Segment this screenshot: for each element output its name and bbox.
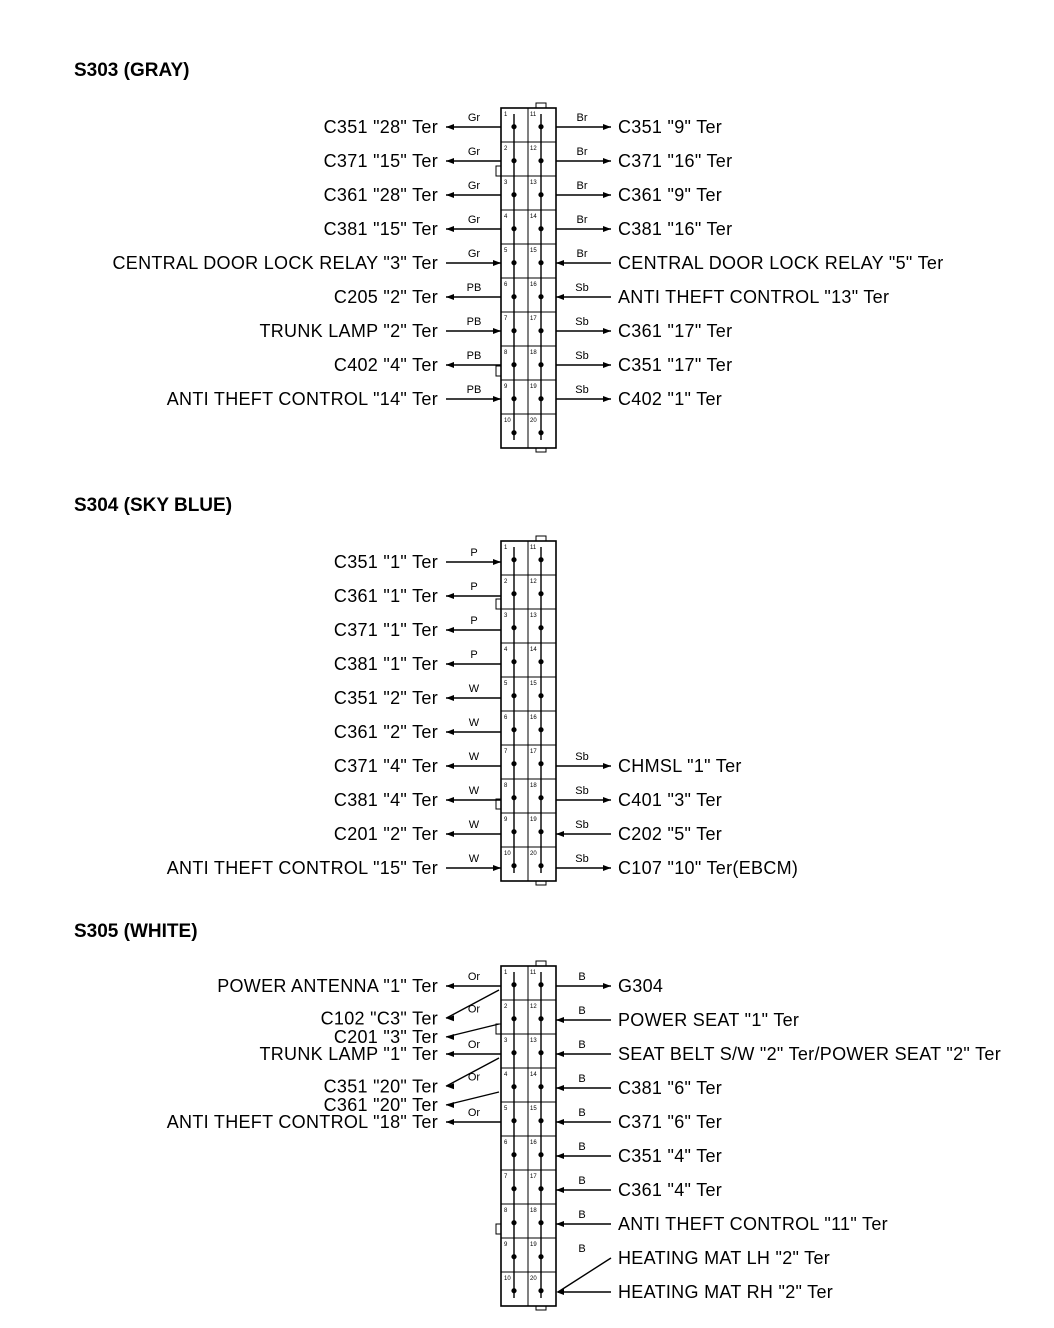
wire-color-code: Br bbox=[576, 180, 588, 192]
wire-color-code: Gr bbox=[467, 112, 481, 124]
arrow-head bbox=[446, 797, 454, 803]
wire-destination-label: C361 "20" Ter bbox=[323, 1095, 438, 1115]
pin-number: 2 bbox=[504, 579, 508, 585]
right-wire bbox=[556, 248, 944, 273]
wire-destination-label: ANTI THEFT CONTROL "18" Ter bbox=[166, 1112, 438, 1132]
right-wire bbox=[556, 1141, 722, 1166]
pin-number: 15 bbox=[530, 1106, 537, 1112]
connector-title: S304 (SKY BLUE) bbox=[74, 495, 233, 516]
wire-color-code: Sb bbox=[575, 853, 589, 865]
pin-number: 20 bbox=[530, 851, 537, 857]
wire-destination-label: ANTI THEFT CONTROL "15" Ter bbox=[166, 858, 438, 878]
left-wire bbox=[324, 180, 501, 205]
pin-number: 8 bbox=[504, 1208, 508, 1214]
wire-destination-label: C381 "6" Ter bbox=[618, 1078, 723, 1098]
arrow-head bbox=[446, 158, 454, 164]
right-wire bbox=[556, 1005, 799, 1030]
wire-destination-label: C381 "1" Ter bbox=[333, 654, 438, 674]
wire-color-code: Sb bbox=[575, 819, 589, 831]
arrow-head bbox=[493, 260, 501, 266]
pin-number: 1 bbox=[504, 545, 508, 551]
arrow-head bbox=[556, 260, 564, 266]
pin-number: 7 bbox=[504, 1174, 508, 1180]
pin-number: 5 bbox=[504, 248, 508, 254]
wire-destination-label: C371 "16" Ter bbox=[618, 151, 733, 171]
connector-title: S303 (GRAY) bbox=[74, 60, 190, 81]
wire-destination-label: C361 "28" Ter bbox=[323, 185, 438, 205]
left-wire bbox=[334, 717, 501, 742]
wire-destination-label: C361 "17" Ter bbox=[618, 321, 733, 341]
wire-destination-label: C107 "10" Ter(EBCM) bbox=[618, 858, 799, 878]
pin-number: 9 bbox=[504, 384, 508, 390]
right-wire bbox=[556, 853, 798, 878]
wire-color-code: Gr bbox=[467, 248, 481, 260]
connector-s305 bbox=[74, 921, 1001, 1310]
wire-destination-label: C371 "15" Ter bbox=[323, 151, 438, 171]
right-wire bbox=[556, 1073, 722, 1098]
pin-number: 9 bbox=[504, 817, 508, 823]
connector-title: S305 (WHITE) bbox=[74, 921, 198, 942]
wire-color-code: B bbox=[578, 1243, 586, 1255]
wire-color-code: B bbox=[578, 1141, 586, 1153]
pin-number: 6 bbox=[504, 715, 508, 721]
wire-color-code: W bbox=[468, 683, 480, 695]
wire-destination-label: POWER SEAT "1" Ter bbox=[618, 1010, 800, 1030]
pin-number: 17 bbox=[530, 1174, 537, 1180]
left-wire bbox=[334, 615, 501, 640]
wire-color-code: P bbox=[470, 649, 478, 661]
wire-color-code: Or bbox=[467, 1071, 481, 1084]
pin-number: 3 bbox=[504, 1038, 508, 1044]
left-wire bbox=[217, 971, 501, 996]
arrow-head bbox=[446, 124, 454, 130]
arrow-head bbox=[603, 865, 611, 871]
wire-color-code: Or bbox=[467, 1107, 481, 1119]
arrow-head bbox=[556, 294, 564, 300]
wire-color-code: Sb bbox=[575, 316, 589, 328]
wire-color-code: W bbox=[468, 751, 480, 763]
wire-color-code: PB bbox=[466, 384, 482, 396]
wire-destination-label: C401 "3" Ter bbox=[618, 790, 723, 810]
pin-number: 4 bbox=[504, 1072, 508, 1078]
right-wire bbox=[556, 350, 732, 375]
wire-color-code: P bbox=[470, 615, 478, 627]
wire-color-code: Or bbox=[467, 971, 481, 983]
arrow-head bbox=[603, 396, 611, 402]
pin-number: 8 bbox=[504, 350, 508, 356]
wire-destination-label: C351 "1" Ter bbox=[333, 552, 438, 572]
wire-color-code: W bbox=[468, 717, 480, 729]
arrow-head bbox=[556, 831, 564, 837]
wire-color-code: Sb bbox=[575, 751, 589, 763]
pin-number: 3 bbox=[504, 180, 508, 186]
wire-destination-label: C381 "16" Ter bbox=[618, 219, 733, 239]
wire-destination-label: ANTI THEFT CONTROL "11" Ter bbox=[618, 1214, 888, 1234]
wire-color-code: Gr bbox=[467, 146, 481, 158]
right-wire bbox=[556, 1209, 888, 1234]
arrow-head bbox=[446, 627, 454, 633]
wire-destination-label: C351 "2" Ter bbox=[333, 688, 438, 708]
wire-color-code: B bbox=[578, 1005, 586, 1017]
left-wire bbox=[324, 112, 501, 137]
left-wire bbox=[334, 751, 501, 776]
left-wire bbox=[334, 547, 501, 572]
left-wire bbox=[334, 350, 501, 375]
wire-color-code: Sb bbox=[575, 785, 589, 797]
right-wire bbox=[556, 971, 663, 996]
pin-number: 15 bbox=[530, 248, 537, 254]
wire-line bbox=[558, 1258, 611, 1292]
pin-number: 5 bbox=[504, 681, 508, 687]
arrow-head bbox=[603, 328, 611, 334]
pin-number: 10 bbox=[504, 418, 511, 424]
wire-color-code: B bbox=[578, 1039, 586, 1051]
pin-number: 11 bbox=[530, 545, 537, 551]
wire-destination-label: C371 "6" Ter bbox=[618, 1112, 723, 1132]
pin-number: 13 bbox=[530, 1038, 537, 1044]
arrow-head bbox=[446, 1119, 454, 1125]
wire-color-code: B bbox=[578, 1209, 586, 1221]
pin-number: 9 bbox=[504, 1242, 508, 1248]
left-wire bbox=[167, 384, 501, 409]
pin-number: 11 bbox=[530, 112, 537, 118]
arrow-head bbox=[446, 763, 454, 769]
pin-number: 10 bbox=[504, 851, 511, 857]
wire-destination-label: CENTRAL DOOR LOCK RELAY "5" Ter bbox=[618, 253, 944, 273]
wire-destination-label: HEATING MAT RH "2" Ter bbox=[618, 1282, 834, 1302]
wire-color-code: Br bbox=[576, 214, 588, 226]
wire-color-code: B bbox=[578, 1107, 586, 1119]
right-wire bbox=[556, 316, 732, 341]
wire-destination-label: C371 "4" Ter bbox=[333, 756, 438, 776]
left-wire bbox=[334, 819, 501, 844]
arrow-head bbox=[446, 192, 454, 198]
left-wire bbox=[334, 785, 501, 810]
wire-destination-label: TRUNK LAMP "1" Ter bbox=[259, 1044, 438, 1064]
arrow-head bbox=[446, 729, 454, 735]
pin-number: 16 bbox=[530, 715, 537, 721]
right-wire bbox=[556, 1039, 1001, 1064]
pin-number: 14 bbox=[530, 647, 537, 653]
arrow-head bbox=[603, 192, 611, 198]
wire-destination-label: C201 "2" Ter bbox=[333, 824, 438, 844]
left-wire bbox=[334, 581, 501, 606]
pin-number: 8 bbox=[504, 783, 508, 789]
wire-destination-label: C205 "2" Ter bbox=[333, 287, 438, 307]
wire-color-code: Or bbox=[467, 1003, 481, 1016]
pin-number: 4 bbox=[504, 647, 508, 653]
arrow-head bbox=[556, 1017, 564, 1023]
pin-number: 7 bbox=[504, 316, 508, 322]
right-wire bbox=[556, 214, 732, 239]
pin-number: 20 bbox=[530, 1276, 537, 1282]
wire-destination-label: C351 "17" Ter bbox=[618, 355, 733, 375]
right-wire bbox=[556, 819, 722, 844]
pin-number: 7 bbox=[504, 749, 508, 755]
arrow-head bbox=[446, 1051, 454, 1057]
connector-s304 bbox=[74, 495, 798, 885]
pin-number: 11 bbox=[530, 970, 537, 976]
wire-destination-label: C351 "20" Ter bbox=[323, 1076, 438, 1097]
arrow-head bbox=[556, 1085, 564, 1091]
wire-destination-label: C202 "5" Ter bbox=[618, 824, 723, 844]
wire-destination-label: C371 "1" Ter bbox=[333, 620, 438, 640]
pin-number: 19 bbox=[530, 1242, 537, 1248]
wire-color-code: B bbox=[578, 1175, 586, 1187]
wire-destination-label: TRUNK LAMP "2" Ter bbox=[259, 321, 438, 341]
right-wire bbox=[556, 1282, 833, 1302]
pin-number: 16 bbox=[530, 282, 537, 288]
arrow-head bbox=[493, 328, 501, 334]
wire-color-code: B bbox=[578, 1073, 586, 1085]
pin-number: 19 bbox=[530, 817, 537, 823]
wire-destination-label: ANTI THEFT CONTROL "14" Ter bbox=[166, 389, 438, 409]
wire-color-code: Br bbox=[576, 146, 588, 158]
right-wire bbox=[556, 112, 722, 137]
pin-number: 12 bbox=[530, 1004, 537, 1010]
arrow-head bbox=[446, 362, 454, 368]
arrow-head bbox=[556, 1153, 564, 1159]
arrow-head bbox=[556, 1187, 564, 1193]
right-wire bbox=[556, 282, 889, 307]
wire-color-code: B bbox=[578, 971, 586, 983]
arrow-head bbox=[556, 1051, 564, 1057]
wire-destination-label: SEAT BELT S/W "2" Ter/POWER SEAT "2" Ter bbox=[618, 1044, 1002, 1064]
arrow-head bbox=[446, 983, 454, 989]
arrow-head bbox=[556, 1221, 564, 1227]
wire-color-code: Sb bbox=[575, 384, 589, 396]
pin-number: 19 bbox=[530, 384, 537, 390]
pin-number: 18 bbox=[530, 783, 537, 789]
pin-number: 2 bbox=[504, 146, 508, 152]
wire-destination-label: HEATING MAT LH "2" Ter bbox=[618, 1248, 831, 1268]
pin-number: 18 bbox=[530, 350, 537, 356]
arrow-head bbox=[446, 831, 454, 837]
pin-number: 2 bbox=[504, 1004, 508, 1010]
right-wire bbox=[556, 146, 732, 171]
right-wire bbox=[556, 1107, 722, 1132]
pin-number: 18 bbox=[530, 1208, 537, 1214]
wire-color-code: P bbox=[470, 581, 478, 593]
pin-number: 17 bbox=[530, 316, 537, 322]
wire-destination-label: C201 "3" Ter bbox=[333, 1027, 438, 1047]
arrow-head bbox=[446, 226, 454, 232]
wire-destination-label: C402 "1" Ter bbox=[618, 389, 723, 409]
pin-number: 14 bbox=[530, 1072, 537, 1078]
right-wire bbox=[556, 1175, 722, 1200]
wire-color-code: PB bbox=[466, 282, 482, 294]
arrow-head bbox=[493, 559, 501, 565]
left-wire bbox=[112, 248, 501, 273]
wire-destination-label: C351 "4" Ter bbox=[618, 1146, 723, 1166]
wire-color-code: Br bbox=[576, 248, 588, 260]
wire-color-code: Sb bbox=[575, 350, 589, 362]
wire-destination-label: C381 "4" Ter bbox=[333, 790, 438, 810]
arrow-head bbox=[446, 1034, 454, 1040]
wire-destination-label: C102 "C3" Ter bbox=[320, 1008, 438, 1029]
pin-number: 17 bbox=[530, 749, 537, 755]
pin-number: 12 bbox=[530, 579, 537, 585]
arrow-head bbox=[493, 865, 501, 871]
pin-number: 1 bbox=[504, 112, 508, 118]
wire-destination-label: C361 "2" Ter bbox=[333, 722, 438, 742]
wire-destination-label: C351 "28" Ter bbox=[323, 117, 438, 137]
arrow-head bbox=[603, 124, 611, 130]
wire-destination-label: G304 bbox=[618, 976, 664, 996]
pin-number: 1 bbox=[504, 970, 508, 976]
wire-destination-label: C361 "1" Ter bbox=[333, 586, 438, 606]
wire-destination-label: C381 "15" Ter bbox=[323, 219, 438, 239]
wire-color-code: W bbox=[468, 853, 480, 865]
wire-destination-label: C361 "4" Ter bbox=[618, 1180, 723, 1200]
wire-destination-label: C351 "9" Ter bbox=[618, 117, 723, 137]
wire-destination-label: CENTRAL DOOR LOCK RELAY "3" Ter bbox=[112, 253, 438, 273]
pin-number: 15 bbox=[530, 681, 537, 687]
arrow-head bbox=[556, 1119, 564, 1125]
arrow-head bbox=[446, 661, 454, 667]
left-wire bbox=[324, 214, 501, 239]
right-wire bbox=[556, 384, 722, 409]
wire-destination-label: CHMSL "1" Ter bbox=[618, 756, 742, 776]
pin-number: 10 bbox=[504, 1276, 511, 1282]
arrow-head bbox=[446, 294, 454, 300]
left-wire bbox=[324, 146, 501, 171]
arrow-head bbox=[446, 1102, 454, 1108]
wire-color-code: P bbox=[470, 547, 478, 559]
wire-color-code: W bbox=[468, 785, 480, 797]
wire-color-code: Br bbox=[576, 112, 588, 124]
arrow-head bbox=[603, 158, 611, 164]
arrow-head bbox=[493, 396, 501, 402]
wire-destination-label: C361 "9" Ter bbox=[618, 185, 723, 205]
wire-color-code: Gr bbox=[467, 214, 481, 226]
wire-color-code: Or bbox=[467, 1039, 481, 1051]
pin-number: 3 bbox=[504, 613, 508, 619]
arrow-head bbox=[446, 593, 454, 599]
left-wire bbox=[334, 282, 501, 307]
wire-color-code: PB bbox=[466, 350, 482, 362]
arrow-head bbox=[603, 797, 611, 803]
pin-number: 13 bbox=[530, 613, 537, 619]
pin-number: 20 bbox=[530, 418, 537, 424]
wire-color-code: Sb bbox=[575, 282, 589, 294]
wire-destination-label: C402 "4" Ter bbox=[333, 355, 438, 375]
left-wire bbox=[334, 649, 501, 674]
left-wire bbox=[167, 853, 501, 878]
wire-color-code: PB bbox=[466, 316, 482, 328]
arrow-head bbox=[603, 226, 611, 232]
wire-color-code: Gr bbox=[467, 180, 481, 192]
arrow-head bbox=[603, 763, 611, 769]
connector-s303 bbox=[74, 60, 944, 452]
right-wire bbox=[556, 180, 722, 205]
pin-number: 5 bbox=[504, 1106, 508, 1112]
right-wire bbox=[556, 751, 742, 776]
left-wire bbox=[334, 683, 501, 708]
arrow-head bbox=[446, 695, 454, 701]
pin-number: 4 bbox=[504, 214, 508, 220]
wire-destination-label: ANTI THEFT CONTROL "13" Ter bbox=[618, 287, 890, 307]
pin-number: 13 bbox=[530, 180, 537, 186]
pin-number: 16 bbox=[530, 1140, 537, 1146]
pin-number: 12 bbox=[530, 146, 537, 152]
wire-destination-label: POWER ANTENNA "1" Ter bbox=[217, 976, 438, 996]
pin-number: 6 bbox=[504, 282, 508, 288]
wire-color-code: W bbox=[468, 819, 480, 831]
pin-number: 6 bbox=[504, 1140, 508, 1146]
arrow-head bbox=[603, 983, 611, 989]
left-wire bbox=[259, 316, 501, 341]
pin-number: 14 bbox=[530, 214, 537, 220]
arrow-head bbox=[603, 362, 611, 368]
right-wire bbox=[556, 785, 722, 810]
